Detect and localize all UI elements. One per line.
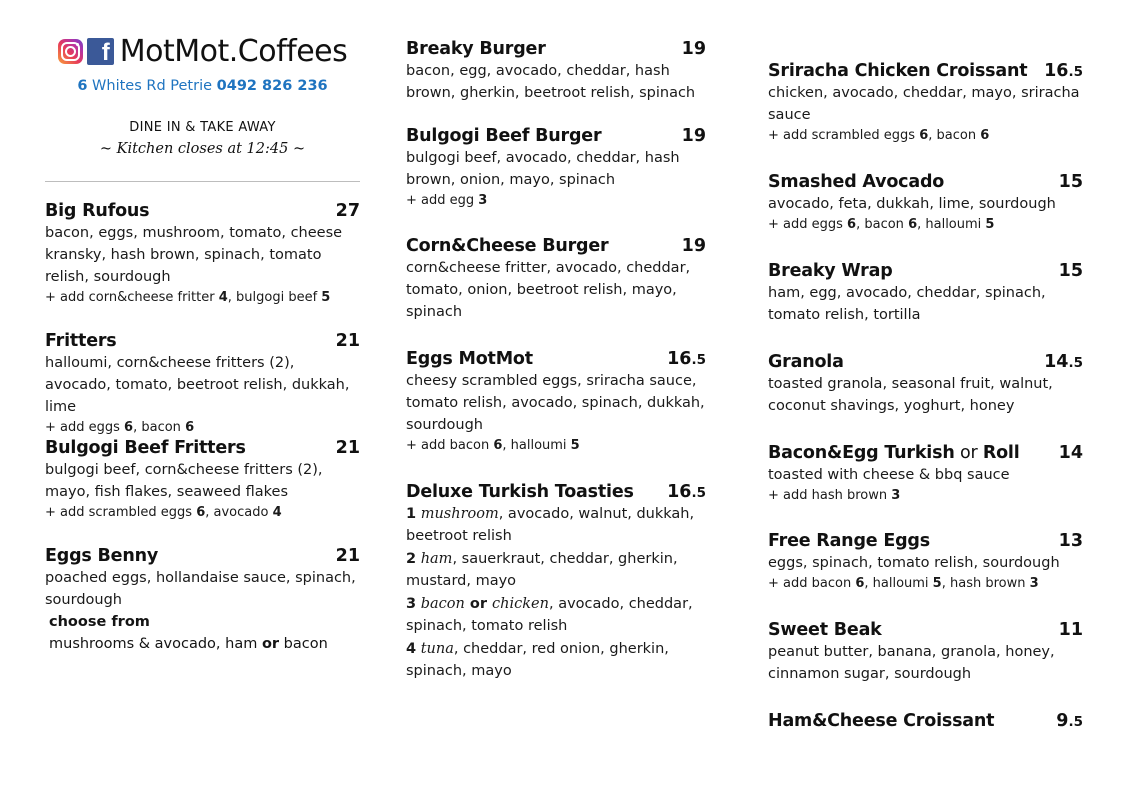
menu-item-sweet-beak	[768, 620, 1083, 685]
item-price: 16.5	[667, 349, 706, 369]
item-name: Eggs Benny	[45, 546, 159, 566]
toastie-option-2: 2 ham, sauerkraut, cheddar, gherkin, mustard, mayo	[406, 551, 678, 589]
toastie-option-4: 4 tuna, cheddar, red onion, gherkin, spinach, mayo	[406, 641, 669, 679]
header-divider	[45, 181, 360, 182]
brand-name: MotMot.Coffees	[119, 34, 348, 69]
menu-item-granola	[768, 352, 1083, 417]
item-addons: + add eggs 6, bacon 6, halloumi 5	[768, 217, 995, 232]
item-description: bulgogi beef, corn&cheese fritters (2), mayo, fish flakes, seaweed flakes	[45, 462, 323, 500]
toastie-option-3: 3 bacon or chicken, avocado, cheddar, spinach, tomato relish	[406, 596, 693, 634]
item-price: 9.5	[1056, 711, 1083, 731]
menu-item-free-range-eggs	[768, 531, 1083, 594]
menu-item-sriracha-chicken-croissant	[768, 61, 1083, 146]
item-addons: + add hash brown 3	[768, 488, 901, 503]
item-name: Big Rufous	[45, 201, 150, 221]
item-name: Smashed Avocado	[768, 172, 945, 192]
menu-item-breaky-burger	[406, 39, 706, 104]
item-price: 19	[681, 39, 706, 59]
item-addons: + add bacon 6, halloumi 5, hash brown 3	[768, 576, 1039, 591]
menu-item-fritters	[45, 331, 360, 438]
address-number: 6	[77, 78, 88, 94]
menu-header	[45, 34, 360, 157]
item-description: poached eggs, hollandaise sauce, spinach, sourdough	[45, 570, 356, 608]
item-price: 14	[1058, 443, 1083, 463]
item-addons: + add scrambled eggs 6, bacon 6	[768, 128, 990, 143]
item-price: 21	[335, 438, 360, 458]
item-addons: + add eggs 6, bacon 6	[45, 420, 195, 435]
item-price: 15	[1058, 172, 1083, 192]
menu-item-ham-cheese-croissant	[768, 711, 1083, 731]
choose-from-label: choose from	[49, 614, 150, 630]
item-name: Breaky Wrap	[768, 261, 893, 281]
item-name: Deluxe Turkish Toasties	[406, 482, 634, 502]
item-price: 19	[681, 236, 706, 256]
menu-item-deluxe-turkish-toasties	[406, 482, 706, 682]
item-description: peanut butter, banana, granola, honey, cinnamon sugar, sourdough	[768, 644, 1055, 682]
item-name: Bulgogi Beef Burger	[406, 126, 602, 146]
facebook-icon[interactable]: f	[87, 38, 114, 65]
item-name: Sweet Beak	[768, 620, 882, 640]
brand-row	[45, 34, 360, 69]
item-name: Fritters	[45, 331, 117, 351]
item-price: 16.5	[1044, 61, 1083, 81]
menu-item-bacon-egg-turkish-or-roll	[768, 443, 1083, 506]
item-description: halloumi, corn&cheese fritters (2), avocado, tomato, beetroot relish, dukkah, lime	[45, 355, 350, 415]
menu-item-corn-cheese-burger	[406, 236, 706, 323]
item-name: Free Range Eggs	[768, 531, 930, 551]
item-description: toasted granola, seasonal fruit, walnut, coconut shavings, yoghurt, honey	[768, 376, 1053, 414]
item-name: Bacon&Egg Turkish or Roll	[768, 443, 1020, 463]
menu-item-smashed-avocado	[768, 172, 1083, 235]
item-price: 16.5	[667, 482, 706, 502]
item-name: Granola	[768, 352, 844, 372]
instagram-icon[interactable]	[58, 39, 83, 64]
item-addons: + add scrambled eggs 6, avocado 4	[45, 505, 282, 520]
item-price: 14.5	[1044, 352, 1083, 372]
item-description: toasted with cheese & bbq sauce	[768, 467, 1010, 483]
menu-item-eggs-benny	[45, 546, 360, 655]
item-description: eggs, spinach, tomato relish, sourdough	[768, 555, 1060, 571]
item-price: 15	[1058, 261, 1083, 281]
phone-number[interactable]: 0492 826 236	[216, 78, 328, 94]
item-name: Corn&Cheese Burger	[406, 236, 609, 256]
item-name: Sriracha Chicken Croissant	[768, 61, 1028, 81]
item-addons: + add egg 3	[406, 193, 488, 208]
item-addons: + add bacon 6, halloumi 5	[406, 438, 580, 453]
item-name: Eggs MotMot	[406, 349, 533, 369]
item-price: 21	[335, 546, 360, 566]
toastie-option-1: 1 mushroom, avocado, walnut, dukkah, beetroot relish	[406, 506, 695, 544]
item-price: 13	[1058, 531, 1083, 551]
menu-item-eggs-motmot	[406, 349, 706, 456]
item-name: Bulgogi Beef Fritters	[45, 438, 246, 458]
menu-item-bulgogi-beef-fritters	[45, 438, 360, 523]
item-description: bacon, eggs, mushroom, tomato, cheese kransky, hash brown, spinach, tomato relish, sourdough	[45, 225, 343, 285]
item-description: corn&cheese fritter, avocado, cheddar, tomato, onion, beetroot relish, mayo, spinach	[406, 260, 691, 320]
item-name: Ham&Cheese Croissant	[768, 711, 995, 731]
item-price: 21	[335, 331, 360, 351]
item-addons: + add corn&cheese fritter 4, bulgogi beef 5	[45, 290, 331, 305]
item-description: bulgogi beef, avocado, cheddar, hash brown, onion, mayo, spinach	[406, 150, 680, 188]
kitchen-hours: ~ Kitchen closes at 12:45 ~	[99, 141, 306, 157]
item-description: avocado, feta, dukkah, lime, sourdough	[768, 196, 1056, 212]
dine-in-take-away: DINE IN & TAKE AWAY	[129, 120, 276, 135]
menu-item-big-rufous	[45, 201, 360, 308]
menu-item-breaky-wrap	[768, 261, 1083, 326]
item-description: ham, egg, avocado, cheddar, spinach, tomato relish, tortilla	[768, 285, 1046, 323]
item-price: 27	[335, 201, 360, 221]
item-name: Breaky Burger	[406, 39, 546, 59]
item-description: bacon, egg, avocado, cheddar, hash brown, gherkin, beetroot relish, spinach	[406, 63, 696, 101]
address-street: Whites Rd Petrie	[87, 78, 217, 94]
menu-item-bulgogi-beef-burger	[406, 126, 706, 211]
item-description: cheesy scrambled eggs, sriracha sauce, tomato relish, avocado, spinach, dukkah, sourdough	[406, 373, 705, 433]
item-description: chicken, avocado, cheddar, mayo, sriracha sauce	[768, 85, 1080, 123]
item-price: 11	[1058, 620, 1083, 640]
choose-options: mushrooms & avocado, ham or bacon	[49, 636, 328, 652]
item-price: 19	[681, 126, 706, 146]
address-line	[45, 78, 360, 94]
